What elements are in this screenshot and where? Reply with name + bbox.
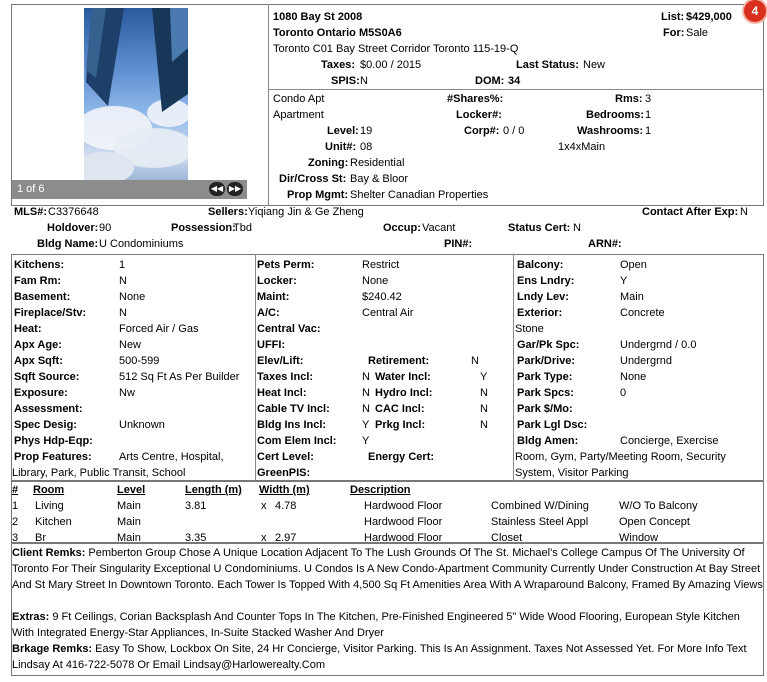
detail-value: N (119, 275, 127, 287)
property-photo[interactable] (84, 8, 188, 180)
client-remarks-label: Client Remks: (12, 547, 86, 559)
detail-label: Fireplace/Stv: (14, 307, 87, 319)
hydro-incl-value: N (480, 387, 488, 399)
detail-label: Fam Rm: (14, 275, 62, 287)
detail-value: 1 (119, 259, 126, 271)
room-description-2: Closet (491, 532, 523, 544)
bldg-ins-incl-label: Bldg Ins Incl: (257, 419, 327, 431)
bldg-name-value: U Condominiums (99, 238, 184, 250)
water-incl-label: Water Incl: (375, 371, 431, 383)
taxes-incl-label: Taxes Incl: (257, 371, 314, 383)
for-value: Sale (686, 27, 709, 39)
prop-mgmt-label: Prop Mgmt: (287, 189, 349, 201)
client-remarks-text: Pemberton Group Chose A Unique Location Adjacent To The Lush Grounds Of The St. Michael's College Campus Of The University Of Toronto For Their Singularity Exceptional U Condominiums. U Condos Is A New Condo-Apartment Community Currently Under Construction At Bay Street And St Mary Street In Downtown Toronto. Each Tower Is Topped With 4,500 Sq Ft Amenities Area With A Wraparound Balcony, Framed By Amazing Views (12, 547, 763, 591)
mls-value: C3376648 (48, 206, 99, 218)
retirement-value: N (471, 355, 479, 367)
detail-label: Spec Desig: (14, 419, 77, 431)
next-photo-button[interactable]: ▶▶ (227, 182, 243, 196)
cable-tv-incl-value: N (362, 403, 370, 415)
room-description-1: Hardwood Floor (364, 532, 443, 544)
status-cert-label: Status Cert: (508, 222, 571, 234)
address-line-3: Toronto C01 Bay Street Corridor Toronto 115-19-Q (273, 43, 519, 55)
elev-lift-label: Elev/Lift: (257, 355, 304, 367)
heat-incl-label: Heat Incl: (257, 387, 307, 399)
room-description-3: Window (619, 532, 659, 544)
photo-counter: 1 of 6 (17, 183, 45, 195)
cross-street-label: Dir/Cross St: (279, 173, 347, 185)
tower-photo-graphic (84, 8, 188, 180)
room-number: 2 (12, 516, 19, 528)
extras-text: 9 Ft Ceilings, Corian Backsplash And Counter Tops In The Kitchen, Pre-Finished Engineered 5" Wide Wood Flooring, European Style Kitchen With Integrated Energy-Star Appliances, In-Suite Stacked Washer And Dryer (12, 611, 740, 639)
detail-value: Central Air (362, 307, 414, 319)
rms-label: Rms: (615, 93, 643, 105)
detail-value: Undergrnd / 0.0 (620, 339, 697, 351)
detail-label: Locker: (257, 275, 297, 287)
contact-after-exp-value: N (740, 206, 748, 218)
detail-label: Ens Lndry: (517, 275, 575, 287)
prev-photo-button[interactable]: ◀◀ (209, 182, 225, 196)
bldg-ins-incl-value: Y (362, 419, 370, 431)
bldg-amen-line-3: System, Visitor Parking (515, 467, 629, 479)
detail-value: Y (620, 275, 628, 287)
room-length: 3.35 (185, 532, 207, 544)
detail-value: Forced Air / Gas (119, 323, 199, 335)
detail-label: Basement: (14, 291, 71, 303)
detail-value: Concrete (620, 307, 665, 319)
extras-remarks (12, 609, 764, 641)
rooms-header-description: Description (350, 484, 411, 496)
detail-value: 0 (620, 387, 627, 399)
bldg-amen-line-1: Concierge, Exercise (620, 435, 719, 447)
property-photo-viewer[interactable] (12, 8, 247, 199)
prkg-incl-value: N (480, 419, 488, 431)
exterior-line-2: Stone (515, 323, 544, 335)
shares-label: #Shares%: (447, 93, 504, 105)
taxes-value: $0.00 / 2015 (360, 59, 422, 71)
rooms-header-num: # (12, 484, 19, 496)
detail-value: Undergrnd (620, 355, 672, 367)
energy-cert-label: Energy Cert: (368, 451, 435, 463)
detail-value: $240.42 (362, 291, 402, 303)
detail-value: Nw (119, 387, 135, 399)
arn-label: ARN#: (588, 238, 622, 250)
corp-value: 0 / 0 (503, 125, 525, 137)
detail-value: Restrict (362, 259, 400, 271)
detail-label: Apx Age: (14, 339, 62, 351)
possession-label: Possession: (171, 222, 236, 234)
room-dim-separator: x (261, 532, 267, 544)
bldg-amen-label: Bldg Amen: (517, 435, 579, 447)
detail-value: N (119, 307, 127, 319)
hydro-incl-label: Hydro Incl: (375, 387, 433, 399)
room-level: Main (117, 532, 141, 544)
detail-label: Park Spcs: (517, 387, 574, 399)
detail-label: A/C: (257, 307, 280, 319)
cable-tv-incl-label: Cable TV Incl: (257, 403, 330, 415)
sellers-label: Sellers: (208, 206, 248, 218)
last-status-label: Last Status: (516, 59, 579, 71)
heat-incl-value: N (362, 387, 370, 399)
detail-label: Heat: (14, 323, 42, 335)
prop-features-label: Prop Features: (14, 451, 92, 463)
detail-value: None (620, 371, 647, 383)
pin-label: PIN#: (444, 238, 473, 250)
detail-value: New (119, 339, 142, 351)
retirement-label: Retirement: (368, 355, 430, 367)
unit-value: 08 (360, 141, 373, 153)
detail-label: Balcony: (517, 259, 564, 271)
bedrooms-value: 1 (645, 109, 652, 121)
bath-description: 1x4xMain (558, 141, 606, 153)
list-price: $429,000 (686, 11, 732, 23)
spis-value: N (360, 75, 368, 87)
detail-value: Open (620, 259, 647, 271)
detail-label: Apx Sqft: (14, 355, 63, 367)
detail-label: Exterior: (517, 307, 563, 319)
listing-sheet (3, 4, 764, 676)
zoning-value: Residential (350, 157, 405, 169)
detail-label: Sqft Source: (14, 371, 80, 383)
occup-label: Occup: (383, 222, 421, 234)
corp-label: Corp#: (464, 125, 500, 137)
cac-incl-label: CAC Incl: (375, 403, 425, 415)
detail-label: Park/Drive: (517, 355, 576, 367)
detail-label: Central Vac: (257, 323, 321, 335)
detail-value: 512 Sq Ft As Per Builder (119, 371, 240, 383)
cert-level-label: Cert Level: (257, 451, 314, 463)
room-name: Br (35, 532, 46, 544)
greenpis-label: GreenPIS: (257, 467, 311, 479)
detail-label: Park $/Mo: (517, 403, 573, 415)
bldg-amen-line-2: Room, Gym, Party/Meeting Room, Security (515, 451, 726, 463)
last-status-value: New (583, 59, 606, 71)
room-description-1: Hardwood Floor (364, 500, 443, 512)
brokerage-remarks (12, 641, 764, 673)
detail-label: Gar/Pk Spc: (517, 339, 580, 351)
rooms-header-level: Level (117, 484, 146, 496)
for-label: For: (663, 27, 685, 39)
notification-badge[interactable]: 4 (744, 0, 766, 22)
room-width: 4.78 (275, 500, 297, 512)
room-length: 3.81 (185, 500, 207, 512)
bldg-name-label: Bldg Name: (37, 238, 99, 250)
detail-label: Maint: (257, 291, 290, 303)
address-line-1: 1080 Bay St 2008 (273, 11, 363, 23)
com-elem-incl-value: Y (362, 435, 370, 447)
room-description-3: W/O To Balcony (619, 500, 698, 512)
list-label: List: (661, 11, 685, 23)
rooms-header-width: Width (m) (259, 484, 310, 496)
detail-label: UFFI: (257, 339, 286, 351)
room-name: Kitchen (35, 516, 72, 528)
detail-label: Kitchens: (14, 259, 65, 271)
water-incl-value: Y (480, 371, 488, 383)
brkage-text: Easy To Show, Lockbox On Site, 24 Hr Concierge, Visitor Parking. This Is An Assignment. Taxes Not Assessed Yet. For More Info Text Lindsay At 416-722-5078 Or Email Lindsay@Harlowerealty.Com (12, 643, 747, 671)
photo-nav-bar (12, 180, 247, 199)
cac-incl-value: N (480, 403, 488, 415)
detail-label: Assessment: (14, 403, 83, 415)
room-description-3: Open Concept (619, 516, 690, 528)
detail-label: Phys Hdp-Eqp: (14, 435, 93, 447)
washrooms-value: 1 (645, 125, 652, 137)
detail-value: None (119, 291, 146, 303)
room-number: 3 (12, 532, 19, 544)
rooms-header-room: Room (33, 484, 65, 496)
sellers-value: Yiqiang Jin & Ge Zheng (248, 206, 364, 218)
contact-after-exp-label: Contact After Exp: (642, 206, 739, 218)
room-level: Main (117, 516, 141, 528)
rooms-header-length: Length (m) (185, 484, 242, 496)
room-width: 2.97 (275, 532, 297, 544)
detail-label: Pets Perm: (257, 259, 315, 271)
prop-features-line-1: Arts Centre, Hospital, (119, 451, 224, 463)
address-line-2: Toronto Ontario M5S0A6 (273, 27, 402, 39)
room-dim-separator: x (261, 500, 267, 512)
dom-value: 34 (508, 75, 521, 87)
bedrooms-label: Bedrooms: (586, 109, 645, 121)
detail-value: 500-599 (119, 355, 160, 367)
room-description-1: Hardwood Floor (364, 516, 443, 528)
detail-label: Lndy Lev: (517, 291, 569, 303)
detail-label: Exposure: (14, 387, 68, 399)
spis-label: SPIS: (331, 75, 360, 87)
detail-value: None (362, 275, 389, 287)
detail-value: Unknown (119, 419, 165, 431)
detail-label: Park Type: (517, 371, 573, 383)
property-style: Apartment (273, 109, 324, 121)
property-type: Condo Apt (273, 93, 325, 105)
locker-num-label: Locker#: (456, 109, 502, 121)
status-cert-value: N (573, 222, 581, 234)
washrooms-label: Washrooms: (577, 125, 644, 137)
taxes-label: Taxes: (321, 59, 356, 71)
dom-label: DOM: (475, 75, 505, 87)
zoning-label: Zoning: (308, 157, 349, 169)
prop-mgmt-value: Shelter Canadian Properties (350, 189, 489, 201)
level-value: 19 (360, 125, 373, 137)
extras-label: Extras: (12, 611, 50, 623)
holdover-label: Holdover: (47, 222, 99, 234)
room-level: Main (117, 500, 141, 512)
detail-label: Park Lgl Dsc: (517, 419, 588, 431)
brkage-label: Brkage Remks: (12, 643, 93, 655)
prkg-incl-label: Prkg Incl: (375, 419, 426, 431)
rms-value: 3 (645, 93, 652, 105)
occup-value: Vacant (422, 222, 456, 234)
room-description-2: Combined W/Dining (491, 500, 589, 512)
unit-label: Unit#: (325, 141, 357, 153)
taxes-incl-value: N (362, 371, 370, 383)
possession-value: Tbd (233, 222, 252, 234)
client-remarks (12, 545, 764, 593)
mls-label: MLS#: (14, 206, 47, 218)
detail-value: Main (620, 291, 644, 303)
com-elem-incl-label: Com Elem Incl: (257, 435, 337, 447)
level-label: Level: (327, 125, 359, 137)
room-number: 1 (12, 500, 19, 512)
room-name: Living (35, 500, 64, 512)
prop-features-line-2: Library, Park, Public Transit, School (12, 467, 186, 479)
cross-street-value: Bay & Bloor (350, 173, 409, 185)
holdover-value: 90 (99, 222, 112, 234)
room-description-2: Stainless Steel Appl (491, 516, 589, 528)
